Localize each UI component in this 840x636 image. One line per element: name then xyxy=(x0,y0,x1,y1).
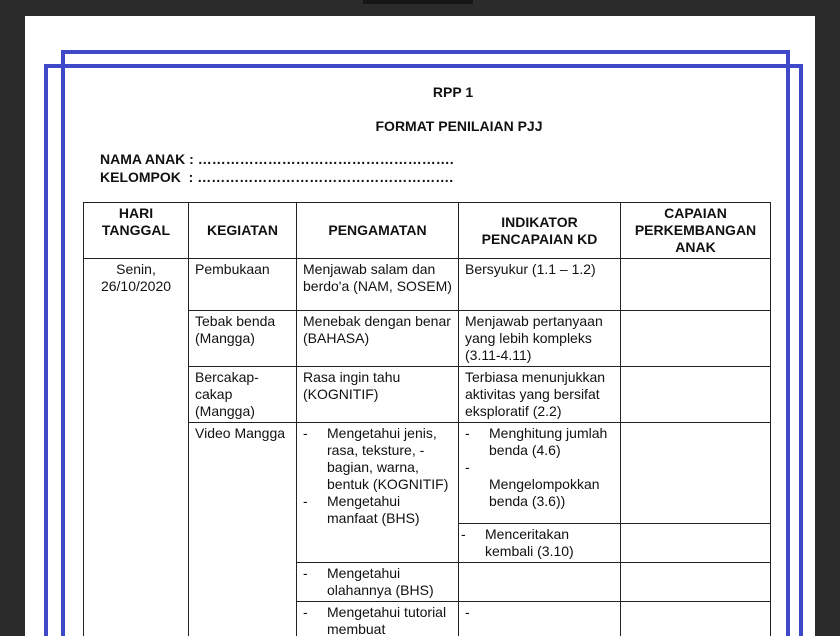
header-day: HARI TANGGAL xyxy=(84,203,189,259)
observation-bullet: - Mengetahui manfaat (BHS) xyxy=(303,493,452,527)
observation-cell: Menebak dengan benar (BAHASA) xyxy=(297,311,459,367)
indicator-bullet: - xyxy=(465,604,614,621)
indicator-cell: Menjawab pertanyaan yang lebih kompleks (3.11-4.11) xyxy=(459,311,621,367)
header-indicator: INDIKATOR PENCAPAIAN KD xyxy=(459,203,621,259)
assessment-table xyxy=(83,202,771,636)
achievement-cell xyxy=(621,524,771,563)
observation-cell: Menjawab salam dan berdo'a (NAM, SOSEM) xyxy=(297,259,459,311)
observation-bullet: - Mengetahui jenis, rasa, teksture, - bagian, warna, bentuk (KOGNITIF) xyxy=(303,425,452,493)
activity-cell: Bercakap-cakap (Mangga) xyxy=(189,367,297,423)
table-row xyxy=(84,259,771,311)
indicator-bullet: - Menceritakan kembali (3.10) xyxy=(459,526,614,560)
indicator-cell xyxy=(459,423,621,524)
achievement-cell xyxy=(621,563,771,602)
header-observation: PENGAMATAN xyxy=(297,203,459,259)
document-subtitle: FORMAT PENILAIAN PJJ xyxy=(49,118,815,134)
achievement-cell xyxy=(621,311,771,367)
child-name-line: NAMA ANAK : ………………………………………………. xyxy=(100,151,454,167)
indicator-cell: Terbiasa menunjukkan aktivitas yang bersifat eksploratif (2.2) xyxy=(459,367,621,423)
indicator-cell: Bersyukur (1.1 – 1.2) xyxy=(459,259,621,311)
document-page xyxy=(25,16,815,636)
achievement-cell xyxy=(621,367,771,423)
observation-cell: Rasa ingin tahu (KOGNITIF) xyxy=(297,367,459,423)
achievement-cell xyxy=(621,602,771,636)
observation-cell xyxy=(297,602,459,636)
table-header-row xyxy=(84,203,771,259)
activity-cell: Tebak benda (Mangga) xyxy=(189,311,297,367)
observation-cell xyxy=(297,563,459,602)
date-cell: Senin, 26/10/2020 xyxy=(84,259,189,636)
indicator-bullet: - Mengelompokkan benda (3.6)) xyxy=(465,459,614,510)
header-activity: KEGIATAN xyxy=(189,203,297,259)
group-line: KELOMPOK : ………………………………………………. xyxy=(100,169,453,185)
activity-cell: Pembukaan xyxy=(189,259,297,311)
indicator-cell xyxy=(459,563,621,602)
indicator-cell xyxy=(459,602,621,636)
document-title: RPP 1 xyxy=(44,84,815,100)
observation-cell xyxy=(297,423,459,563)
achievement-cell xyxy=(621,259,771,311)
achievement-cell xyxy=(621,423,771,524)
indicator-cell xyxy=(459,524,621,563)
observation-bullet: - Mengetahui olahannya (BHS) xyxy=(303,565,452,599)
activity-cell: Video Mangga xyxy=(189,423,297,636)
header-achievement: CAPAIAN PERKEMBANGAN ANAK xyxy=(621,203,771,259)
viewer-top-bar xyxy=(363,0,473,4)
observation-bullet: - Mengetahui tutorial membuat xyxy=(303,604,452,636)
indicator-bullet: - Menghitung jumlah benda (4.6) xyxy=(465,425,614,459)
